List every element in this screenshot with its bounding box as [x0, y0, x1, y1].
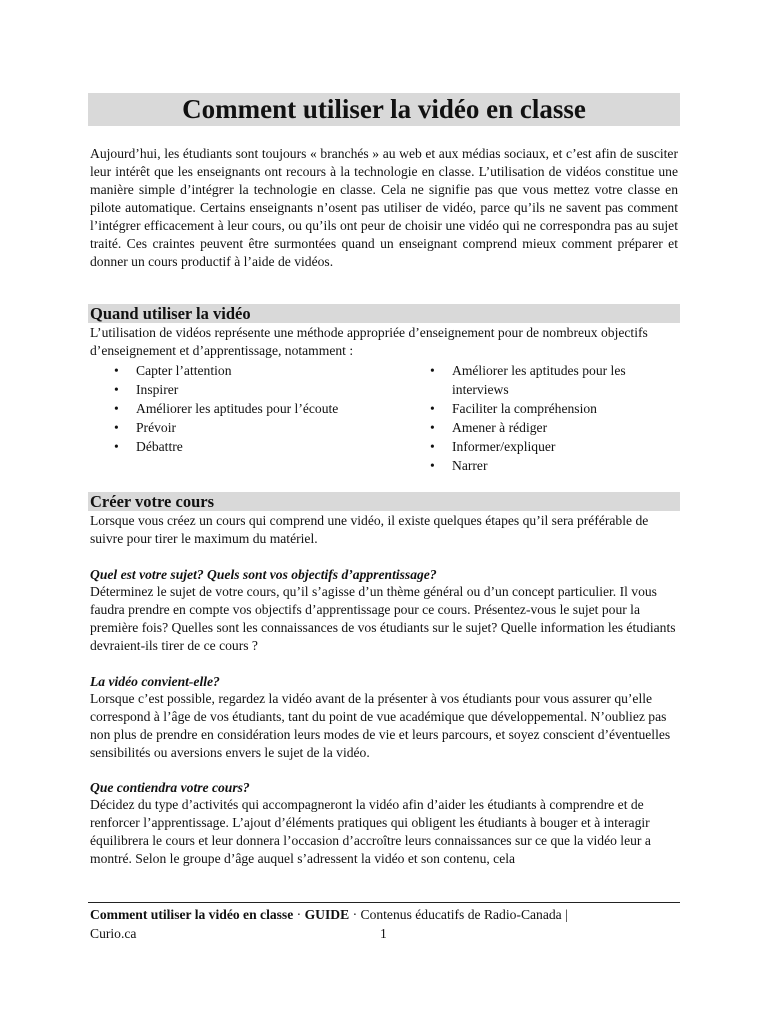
- section-heading-create: Créer votre cours: [90, 492, 214, 511]
- intro-paragraph: Aujourd’hui, les étudiants sont toujours « branchés » au web et aux médias sociaux, et c’est afin de susciter leur intérêt que les enseignants ont recours à la technologie en classe. L’utilisation de vidéos constitue une manière simple d’intégrer la technologie en classe. Cela ne signifie pas que vous mettez votre classe en pilote automatique. Certains enseignants n’osent pas utiliser de vidéo, parce qu’ils ne savent pas comment l’intégrer efficacement à leur cours, ou qu’ils ont peur de choisir une vidéo qui ne correspondra pas au sujet traité. Ces craintes peuvent être surmontées quand un enseignant comprend mieux comment préparer et donner un cours productif à l’aide de vidéos.: [90, 146, 678, 269]
- list-item: • Améliorer les aptitudes pour les interviews: [430, 361, 660, 399]
- list-item: • Faciliter la compréhension: [430, 399, 660, 418]
- question-text-content: Décidez du type d’activités qui accompagneront la vidéo afin d’aider les étudiants à comprendre et de renforcer l’apprentissage. L’ajout d’éléments pratiques qui obligent les étudiants à bouger et à interagir équilibrera le cours et leur donnera l’occasion d’accroître leurs connaissances sur ce que la vidéo leur a montré. Selon le groupe d’âge auquel s’adressent la vidéo et son contenu, cela: [90, 797, 651, 866]
- page-number: 1: [380, 926, 387, 941]
- section-when-paragraph: L’utilisation de vidéos représente une méthode appropriée d’enseignement pour de nombreux objectifs d’enseignement et d’apprentissage, notamment :: [90, 325, 648, 358]
- list-item: • Inspirer: [114, 380, 394, 399]
- footer-guide-label: GUIDE: [304, 907, 350, 922]
- list-item: • Améliorer les aptitudes pour l’écoute: [114, 399, 394, 418]
- document-title: Comment utiliser la vidéo en classe: [182, 94, 586, 124]
- list-item: • Prévoir: [114, 418, 394, 437]
- footer-site: Curio.ca: [90, 926, 137, 941]
- section-banner-when: [88, 304, 680, 323]
- footer-source: Contenus éducatifs de Radio-Canada |: [360, 907, 568, 922]
- footer-divider: [88, 902, 680, 903]
- list-item: • Narrer: [430, 456, 660, 475]
- question-text-suitability: Lorsque c’est possible, regardez la vidéo avant de la présenter à vos étudiants pour vous assurer qu’elle correspond à l’âge de vos étudiants, tant du point de vue académique que développemental. N’oubliez pas non plus de prendre en considération leurs modes de vie et leurs parcours, et soyez conscient d’éventuelles sensibilités ou aversions envers le sujet de la vidéo.: [90, 691, 671, 760]
- bullet-list-left: [114, 361, 394, 456]
- question-heading-suitability: La vidéo convient-elle?: [90, 674, 220, 689]
- bullet-list-right: [430, 361, 660, 475]
- list-item: • Débattre: [114, 437, 394, 456]
- question-heading-content: Que contiendra votre cours?: [90, 780, 250, 795]
- section-create-paragraph: Lorsque vous créez un cours qui comprend une vidéo, il existe quelques étapes qu’il sera préférable de suivre pour tirer le maximum du matériel.: [90, 513, 649, 546]
- question-heading-subject: Quel est votre sujet? Quels sont vos objectifs d’apprentissage?: [90, 567, 437, 582]
- footer-separator: ·: [349, 907, 361, 922]
- list-item: • Amener à rédiger: [430, 418, 660, 437]
- section-banner-create: [88, 492, 680, 511]
- section-heading-when: Quand utiliser la vidéo: [90, 304, 251, 323]
- title-banner: [88, 93, 680, 126]
- list-item: • Capter l’attention: [114, 361, 394, 380]
- footer-separator: ·: [293, 907, 305, 922]
- question-text-subject: Déterminez le sujet de votre cours, qu’il s’agisse d’un thème général ou d’un concept particulier. Il vous faudra prendre en compte vos objectifs d’apprentissage pour ce cours. Présentez-vous le sujet pour la première fois? Quelles sont les connaissances de vos étudiants sur le sujet? Quelle information les étudiants devraient-ils tirer de ce cours ?: [90, 584, 676, 653]
- list-item: • Informer/expliquer: [430, 437, 660, 456]
- footer-doc-title: Comment utiliser la vidéo en classe: [90, 907, 294, 922]
